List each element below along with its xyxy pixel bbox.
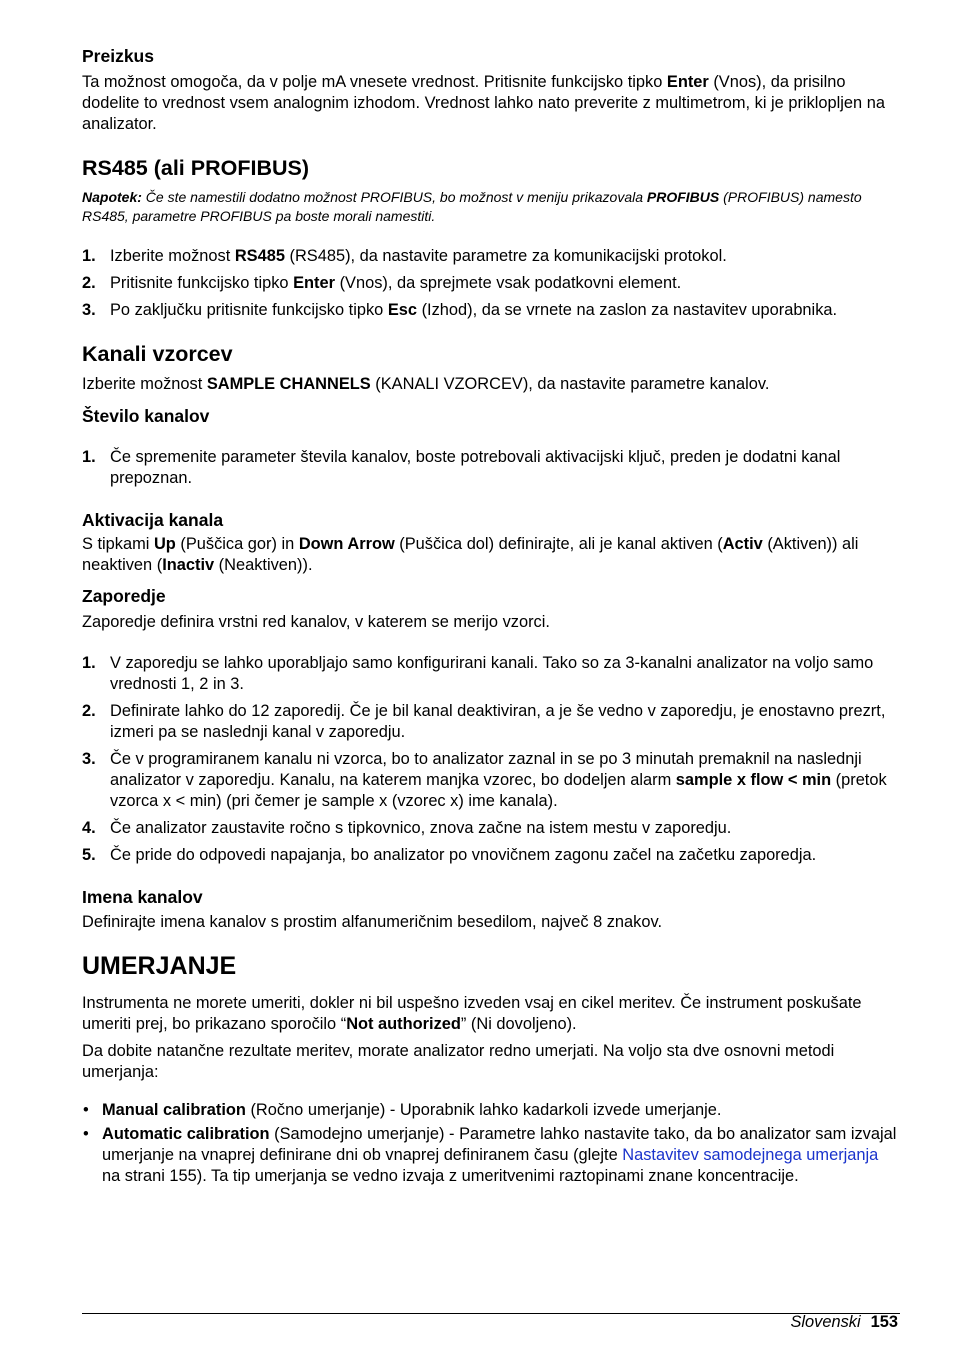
page-content xyxy=(82,45,900,1187)
footer-divider xyxy=(82,1313,900,1314)
heading-zaporedje: Zaporedje xyxy=(82,586,166,606)
list-item: 3. Po zaključku pritisnite funkcijsko tipko Esc (Izhod), da se vrnete na zaslon za nastavitev uporabnika. xyxy=(82,301,838,319)
paragraph-zaporedje: Zaporedje definira vrstni red kanalov, v katerem se merijo vzorci. xyxy=(82,613,550,631)
paragraph-imena: Definirajte imena kanalov s prostim alfanumeričnim besedilom, največ 8 znakov. xyxy=(82,913,663,931)
stevilo-steps xyxy=(82,447,900,489)
umerjanje-methods xyxy=(82,1100,900,1187)
list-item: 2. Definirate lahko do 12 zaporedij. Če je bil kanal deaktiviran, a je še vedno v zaporedju, je enostavno prezrt, izmeri pa se naslednji kanal v zaporedju. xyxy=(82,702,886,741)
page-number: 153 xyxy=(870,1313,898,1331)
list-item: 4. Če analizator zaustavite ročno s tipkovnico, znova začne na istem mestu v zaporedju. xyxy=(82,819,732,837)
note-profibus: Napotek: Če ste namestili dodatno možnost PROFIBUS, bo možnost v meniju prikazovala PROFIBUS (PROFIBUS) namesto RS485, parametre PROFIBUS pa boste morali namestiti. xyxy=(82,189,862,224)
heading-imena-kanalov: Imena kanalov xyxy=(82,887,203,907)
note-label: Napotek: xyxy=(82,189,142,205)
list-item: 1. Izberite možnost RS485 (RS485), da nastavite parametre za komunikacijski protokol. xyxy=(82,247,727,265)
heading-aktivacija-kanala: Aktivacija kanala xyxy=(82,510,224,530)
heading-stevilo-kanalov: Število kanalov xyxy=(82,406,210,426)
paragraph-preizkus: Ta možnost omogoča, da v polje mA vnesete vrednost. Pritisnite funkcijsko tipko Enter (Vnos), da prisilno dodelite to vrednost vsem analognim izhodom. Vrednost lahko nato preverite z multimetrom, ki je priklopljen na analizator. xyxy=(82,73,885,133)
paragraph-aktivacija: S tipkami Up (Puščica gor) in Down Arrow (Puščica dol) definirajte, ali je kanal aktiven (Activ (Aktiven)) ali neaktiven (Inactiv (Neaktiven)). xyxy=(82,535,859,574)
list-item: • Manual calibration (Ročno umerjanje) - Uporabnik lahko kadarkoli izvede umerjanje. xyxy=(83,1101,722,1119)
list-item: 2. Pritisnite funkcijsko tipko Enter (Vnos), da sprejmete vsak podatkovni element. xyxy=(82,274,682,292)
paragraph-kanali: Izberite možnost SAMPLE CHANNELS (KANALI VZORCEV), da nastavite parametre kanalov. xyxy=(82,375,770,393)
list-item: 1. V zaporedju se lahko uporabljajo samo konfigurirani kanali. Tako so za 3-kanalni analizator na voljo samo vrednosti 1, 2 in 3. xyxy=(82,654,874,693)
paragraph-umerjanje-2: Da dobite natančne rezultate meritev, morate analizator redno umerjati. Na voljo sta dve osnovni metodi umerjanja: xyxy=(82,1042,835,1081)
list-item: 1. Če spremenite parameter števila kanalov, boste potrebovali aktivacijski ključ, preden je dodatni kanal prepoznan. xyxy=(82,448,841,487)
list-item: • Automatic calibration (Samodejno umerjanje) - Parametre lahko nastavite tako, da bo analizator sam izvajal umerjanje na vnaprej definirane dni ob vnaprej definiranem času (glejte Nastavitev samodejnega umerjanja na strani 155). Ta tip umerjanja se vedno izvaja z umeritvenimi raztopinami znane koncentracije. xyxy=(83,1125,897,1185)
heading-preizkus: Preizkus xyxy=(82,46,154,66)
heading-rs485: RS485 (ali PROFIBUS) xyxy=(82,156,309,180)
rs485-steps xyxy=(82,246,900,321)
list-item: 5. Če pride do odpovedi napajanja, bo analizator po vnovičnem zagonu začel na začetku zaporedja. xyxy=(82,846,817,864)
paragraph-umerjanje-1: Instrumenta ne morete umeriti, dokler ni bil uspešno izveden vsaj en cikel meritev. Če instrument poskušate umeriti prej, bo prikazano sporočilo “Not authorized” (Ni dovoljeno). xyxy=(82,994,862,1033)
list-item: 3. Če v programiranem kanalu ni vzorca, bo to analizator zaznal in se po 3 minutah premaknil na naslednji analizator v zaporedju. Kanalu, na katerem manjka vzorec, bo dodeljen alarm sample x flow < min (pretok vzorca x < min) (pri čemer je sample x (vzorec x) ime kanala). xyxy=(82,750,887,810)
heading-kanali-vzorcev: Kanali vzorcev xyxy=(82,342,233,366)
zaporedje-steps xyxy=(82,653,900,866)
link-nastavitev-samodejnega-umerjanja[interactable]: Nastavitev samodejnega umerjanja xyxy=(622,1146,879,1164)
bullet-icon: • xyxy=(83,1125,89,1143)
page-footer xyxy=(790,1312,898,1333)
footer-language: Slovenski xyxy=(790,1313,861,1331)
bullet-icon: • xyxy=(83,1101,89,1119)
heading-umerjanje: UMERJANJE xyxy=(82,952,237,980)
